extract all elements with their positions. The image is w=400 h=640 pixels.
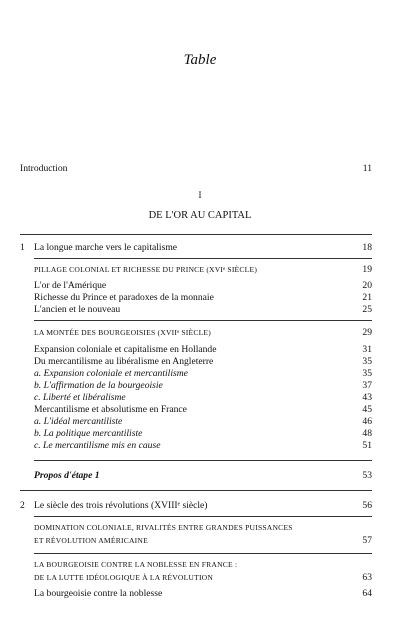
entry-page: 53 [362,470,372,481]
entry-label: La bourgeoisie contre la noblesse [34,588,163,599]
entry-page: 21 [362,292,372,303]
part-title: DE L'OR AU CAPITAL [148,210,252,221]
entry-label: L'ancien et le nouveau [34,304,121,315]
divider [20,490,372,491]
divider [34,553,372,554]
section-title-line: LA BOURGEOISIE CONTRE LA NOBLESSE EN FRANCE : [34,560,238,569]
entry-page: 25 [362,304,372,315]
section-title: PILLAGE COLONIAL ET RICHESSE DU PRINCE (XVIᵉ SIÈCLE) [34,265,258,274]
entry-page: 45 [362,404,372,415]
entry-label: a. Expansion coloniale et mercantilisme [34,368,188,379]
entry-label: b. La politique mercantiliste [34,428,143,439]
entry-page: 48 [362,428,372,439]
entry-label: Richesse du Prince et paradoxes de la monnaie [34,292,214,303]
entry-label: c. Le mercantilisme mis en cause [34,440,161,451]
entry-page: 19 [362,264,372,275]
entry-page: 18 [362,242,372,253]
entry-page: 64 [362,588,372,599]
chapter-number: 1 [20,242,25,253]
divider [20,234,372,235]
entry-label: a. L'idéal mercantiliste [34,416,123,427]
entry-label: Mercantilisme et absolutisme en France [34,404,187,415]
section-title-line: DE LA LUTTE IDÉOLOGIQUE À LA RÉVOLUTION [34,573,214,582]
entry-label: Expansion coloniale et capitalisme en Hollande [34,344,217,355]
entry-page: 11 [362,163,372,174]
section-title-line: DOMINATION COLONIALE, RIVALITÉS ENTRE GRANDES PUISSANCES [34,523,293,532]
entry-page: 43 [362,392,372,403]
entry-page: 63 [362,572,372,583]
entry-page: 46 [362,416,372,427]
entry-page: 35 [362,356,372,367]
divider [34,516,372,517]
entry-label: L'or de l'Amérique [34,280,107,291]
entry-label: Propos d'étape 1 [34,470,100,481]
chapter-number: 2 [20,500,25,511]
entry-page: 57 [362,535,372,546]
divider [34,320,372,321]
entry-page: 35 [362,368,372,379]
entry-page: 29 [362,327,372,338]
section-title-line: ET RÉVOLUTION AMÉRICAINE [34,536,148,545]
entry-label: c. Liberté et libéralisme [34,392,126,403]
entry-label: Du mercantilisme au libéralisme en Angleterre [34,356,214,367]
page-title: Table [183,52,217,68]
entry-page: 51 [362,440,372,451]
entry-page: 20 [362,280,372,291]
entry-page: 56 [362,500,372,511]
chapter-title: La longue marche vers le capitalisme [34,242,178,253]
entry-label: Introduction [20,163,68,174]
divider [34,460,372,461]
chapter-title: Le siècle des trois révolutions (XVIIIᵉ siècle) [34,500,208,511]
part-numeral: I [198,190,202,200]
divider [34,258,372,259]
entry-page: 31 [362,344,372,355]
entry-label: b. L'affirmation de la bourgeoisie [34,380,163,391]
entry-page: 37 [362,380,372,391]
section-title: LA MONTÉE DES BOURGEOISIES (XVIIᵉ SIÈCLE) [34,328,211,337]
